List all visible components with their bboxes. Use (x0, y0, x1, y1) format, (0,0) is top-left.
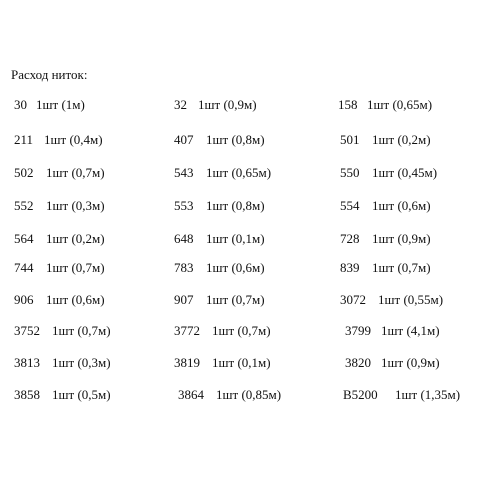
thread-entry (174, 323, 271, 339)
thread-entry (174, 198, 265, 214)
thread-code: 3858 (14, 387, 40, 402)
thread-entry (14, 323, 111, 339)
thread-quantity: 1шт (0,1м) (212, 355, 271, 370)
thread-code: B5200 (343, 387, 378, 402)
thread-quantity: 1шт (0,5м) (52, 387, 111, 402)
thread-quantity: 1шт (1м) (36, 97, 85, 112)
thread-code: 783 (174, 260, 194, 275)
thread-entry (174, 97, 257, 113)
thread-entry (340, 132, 431, 148)
thread-entry (345, 355, 440, 371)
thread-code: 906 (14, 292, 34, 307)
thread-quantity: 1шт (0,6м) (46, 292, 105, 307)
thread-code: 32 (174, 97, 187, 112)
thread-quantity: 1шт (0,9м) (381, 355, 440, 370)
thread-entry (340, 260, 431, 276)
thread-code: 550 (340, 165, 360, 180)
thread-quantity: 1шт (0,7м) (46, 260, 105, 275)
thread-entry (14, 198, 105, 214)
thread-entry (174, 231, 265, 247)
thread-quantity: 1шт (0,2м) (372, 132, 431, 147)
thread-code: 728 (340, 231, 360, 246)
thread-entry (174, 132, 265, 148)
thread-code: 502 (14, 165, 34, 180)
thread-entry (174, 355, 271, 371)
thread-entry (338, 97, 432, 113)
thread-quantity: 1шт (0,8м) (206, 132, 265, 147)
thread-quantity: 1шт (0,3м) (46, 198, 105, 213)
thread-quantity: 1шт (0,55м) (378, 292, 444, 307)
thread-entry (340, 292, 443, 308)
thread-code: 3772 (174, 323, 200, 338)
thread-code: 553 (174, 198, 194, 213)
thread-entry (174, 165, 271, 181)
thread-quantity: 1шт (0,7м) (52, 323, 111, 338)
thread-code: 564 (14, 231, 34, 246)
thread-quantity: 1шт (0,65м) (367, 97, 433, 112)
thread-code: 839 (340, 260, 360, 275)
thread-entry (178, 387, 281, 403)
thread-quantity: 1шт (0,8м) (206, 198, 265, 213)
document-title: Расход ниток: (11, 67, 88, 82)
thread-entry (340, 198, 431, 214)
thread-entry (343, 387, 460, 403)
thread-code: 554 (340, 198, 360, 213)
thread-quantity: 1шт (4,1м) (381, 323, 440, 338)
thread-code: 3799 (345, 323, 371, 338)
thread-quantity: 1шт (0,9м) (198, 97, 257, 112)
thread-quantity: 1шт (0,6м) (206, 260, 265, 275)
thread-quantity: 1шт (0,3м) (52, 355, 111, 370)
thread-quantity: 1шт (0,85м) (216, 387, 282, 402)
thread-entry (14, 387, 111, 403)
thread-quantity: 1шт (0,7м) (46, 165, 105, 180)
thread-quantity: 1шт (0,7м) (206, 292, 265, 307)
thread-entry (14, 132, 103, 148)
thread-code: 30 (14, 97, 27, 112)
thread-code: 3072 (340, 292, 366, 307)
thread-code: 407 (174, 132, 194, 147)
thread-quantity: 1шт (0,7м) (212, 323, 271, 338)
thread-quantity: 1шт (0,9м) (372, 231, 431, 246)
thread-entry (14, 355, 111, 371)
thread-quantity: 1шт (0,65м) (206, 165, 272, 180)
thread-entry (340, 165, 437, 181)
thread-code: 3864 (178, 387, 204, 402)
thread-entry (14, 165, 105, 181)
thread-entry (14, 292, 105, 308)
thread-code: 3752 (14, 323, 40, 338)
thread-quantity: 1шт (0,2м) (46, 231, 105, 246)
thread-entry (174, 292, 265, 308)
thread-entry (345, 323, 440, 339)
thread-code: 744 (14, 260, 34, 275)
thread-quantity: 1шт (1,35м) (395, 387, 461, 402)
thread-code: 648 (174, 231, 194, 246)
thread-code: 552 (14, 198, 34, 213)
thread-quantity: 1шт (0,4м) (44, 132, 103, 147)
thread-code: 158 (338, 97, 358, 112)
thread-quantity: 1шт (0,6м) (372, 198, 431, 213)
thread-entry (14, 97, 85, 113)
thread-code: 907 (174, 292, 194, 307)
thread-code: 501 (340, 132, 360, 147)
thread-entry (14, 260, 105, 276)
thread-quantity: 1шт (0,45м) (372, 165, 438, 180)
thread-code: 3813 (14, 355, 40, 370)
thread-code: 3819 (174, 355, 200, 370)
thread-quantity: 1шт (0,7м) (372, 260, 431, 275)
thread-quantity: 1шт (0,1м) (206, 231, 265, 246)
thread-entry (174, 260, 265, 276)
thread-code: 211 (14, 132, 34, 147)
thread-code: 3820 (345, 355, 371, 370)
thread-code: 543 (174, 165, 194, 180)
thread-entry (14, 231, 105, 247)
thread-entry (340, 231, 431, 247)
